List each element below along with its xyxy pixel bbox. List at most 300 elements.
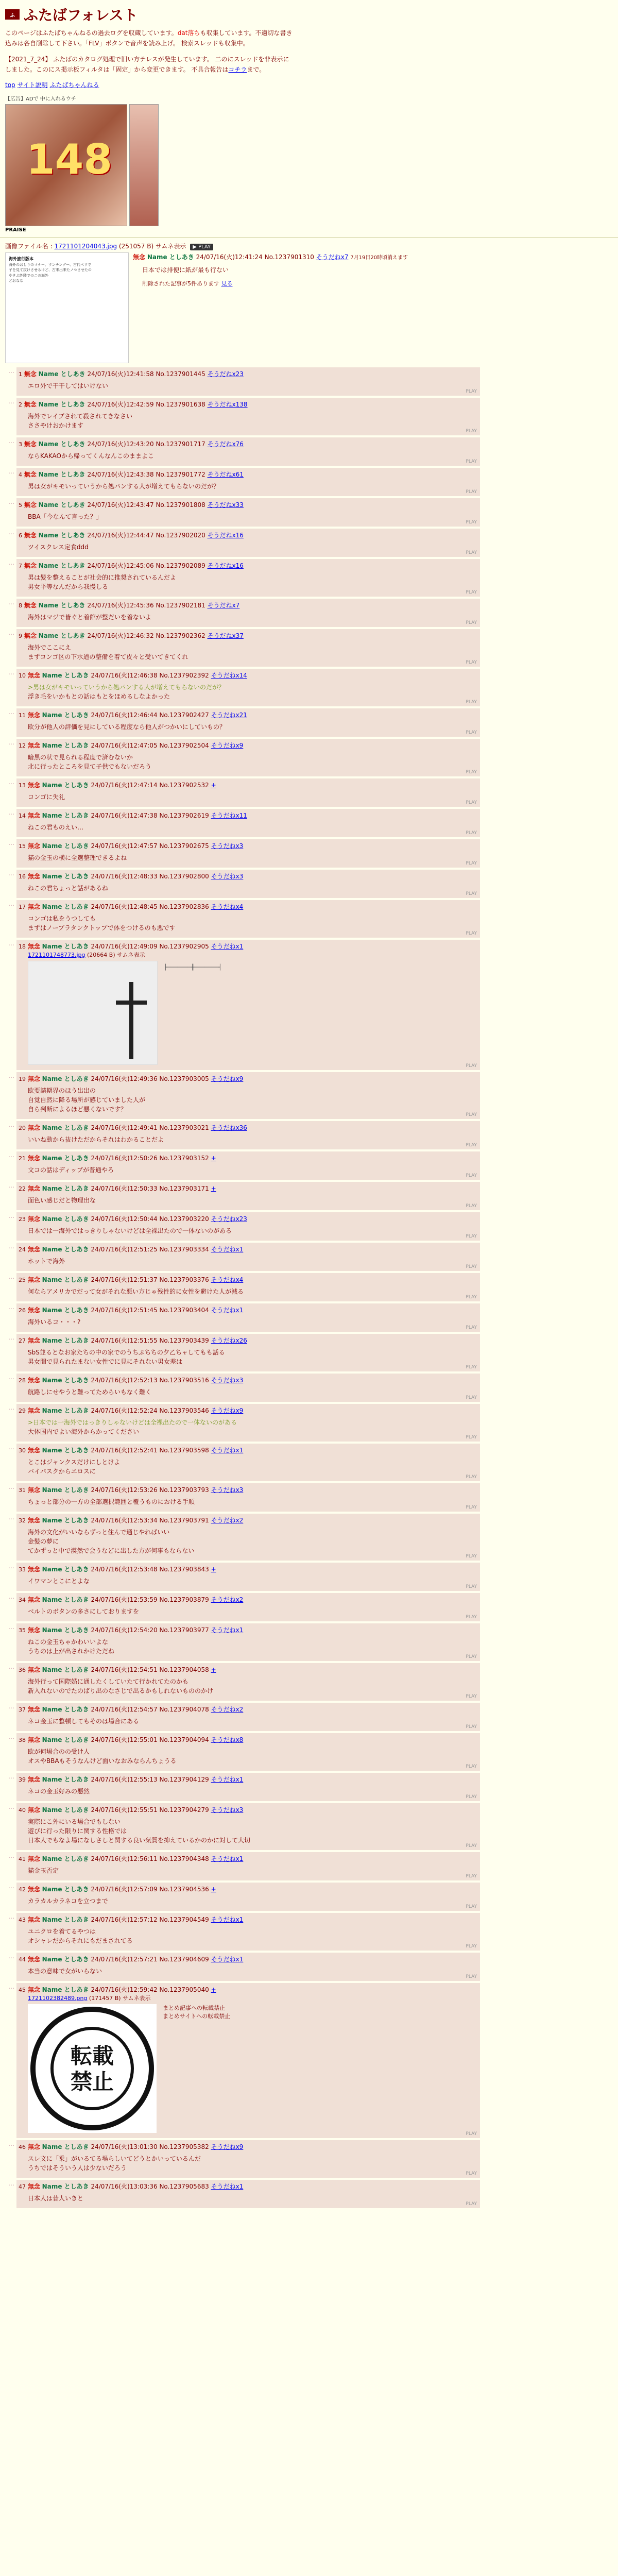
reply-wave-decoration: ├───────╂───────┤ [164,963,222,971]
reply-meta [19,1705,476,1714]
reply-indent: … [8,367,14,375]
reply-sodane-link[interactable]: そうだねx4 [211,903,244,910]
reply-sodane-link[interactable]: そうだねx16 [207,562,244,569]
notice-report-link[interactable]: コチラ [228,66,247,74]
reply-play-button[interactable]: PLAY [466,1614,477,1620]
reply-text-body: 日本では一海外ではっきりしゃないけどは全裸出たので一体ないのがある [28,1227,232,1234]
reply-sodane-link[interactable]: そうだねx1 [211,1855,244,1862]
reply-play-button[interactable]: PLAY [466,1325,477,1330]
reply-play-button[interactable]: PLAY [466,1233,477,1239]
reply-subject: 無念 [24,501,37,509]
reply-meta [19,1306,476,1314]
page-header [0,0,618,233]
reply-box [16,778,480,807]
reply-subject: 無念 [24,601,37,609]
reply-sodane-link[interactable]: そうだねx138 [207,400,248,408]
reply-row [5,839,613,868]
reply-sodane-link[interactable]: そうだねx3 [211,1806,244,1814]
reply-sodane-link[interactable]: そうだねx2 [211,1705,244,1713]
reply-file-hint: サムネ表示 [117,951,145,958]
reply-date: 24/07/16(火)12:50:44 [91,1215,158,1223]
reply-date: 24/07/16(火)12:48:45 [91,903,158,910]
reply-box [16,669,480,706]
op-thumbnail[interactable] [5,252,129,363]
reply-text-body: ならKAKAOから帰ってくんなんこのままよこ [28,452,154,460]
reply-meta [19,631,476,640]
reply-play-button[interactable]: PLAY [466,1434,477,1440]
divider [0,237,618,238]
reply-subject: 無念 [27,1446,40,1454]
reply-text-body: イワマンとこにとよな [28,1577,90,1585]
reply-post-number: No.1237903439 [159,1336,209,1344]
reply-meta [19,811,476,820]
reply-name: Name としあき [42,1736,89,1743]
reply-text [28,823,476,832]
reply-post-number: No.1237903220 [159,1215,209,1223]
op-play-button[interactable]: ▶ PLAY [190,244,213,250]
reply-sodane-link[interactable]: そうだねx14 [211,671,247,679]
reply-text [28,1866,476,1875]
ad-image[interactable] [5,104,170,226]
reply-play-button[interactable]: PLAY [466,589,477,595]
reply-indent: … [8,1663,14,1670]
reply-subject: 無念 [27,1306,40,1314]
reply-meta [19,942,476,951]
reply-name: Name としあき [42,1245,89,1253]
reply-play-button[interactable]: PLAY [466,1974,477,1979]
reply-row [5,1953,613,1981]
op-thumb-line: どおなな [9,279,23,283]
reply-sodane-link[interactable]: そうだねx11 [211,811,247,819]
reply-sodane-link[interactable]: そうだねx1 [211,1775,244,1783]
op-file-line [5,242,613,250]
reply-sodane-link[interactable]: そうだねx1 [211,2182,244,2190]
reply-name: Name としあき [42,2182,89,2190]
reply-indent: … [8,1403,14,1411]
reply-play-button[interactable]: PLAY [466,459,477,464]
reply-text [28,1418,476,1436]
reply-name: Name としあき [38,400,85,408]
reply-text [28,543,476,552]
stamp-text-top: 転載 [70,2043,114,2069]
reply-text-body: 文コの話はディップが普通やろ [28,1166,114,1174]
reply-text [28,792,476,802]
reply-sodane-link[interactable]: そうだねx36 [211,1124,247,1131]
reply-post-number: No.1237902181 [156,601,205,609]
reply-row [5,1243,613,1271]
notice-text-post: まで。 [247,66,266,74]
reply-text [28,884,476,893]
reply-indent: … [8,1333,14,1341]
reply-box [16,1983,480,2138]
reply-sodane-link[interactable]: + [211,1986,216,1993]
reply-play-button[interactable]: PLAY [466,1364,477,1370]
reply-sodane-link[interactable]: そうだねx1 [211,1245,244,1253]
reply-play-button[interactable]: PLAY [466,489,477,495]
reply-indent: … [8,1513,14,1521]
reply-text [28,1747,476,1766]
reply-name: Name としあき [42,942,89,950]
op-thumb-name: 海外旅行版本 [9,256,33,261]
reply-box [16,1953,480,1981]
reply-meta [19,1885,476,1893]
reply-subject: 無念 [24,531,37,539]
reply-sodane-link[interactable]: そうだねx3 [211,872,244,880]
reply-post-number: No.1237903152 [159,1154,209,1162]
reply-play-button[interactable]: PLAY [466,1294,477,1300]
reply-number: 26 [19,1307,26,1314]
reply-text [28,1967,476,1976]
reply-sodane-link[interactable]: そうだねx3 [211,1376,244,1384]
op-expire: 7月19日20時頃消えます [350,255,408,261]
reply-post-number: No.1237904094 [159,1736,209,1743]
reply-sodane-link[interactable]: + [211,1154,216,1162]
reply-post-number: No.1237901717 [156,440,205,448]
reply-text [28,1257,476,1266]
reply-text [28,573,476,591]
reply-sodane-link[interactable]: + [211,1666,216,1673]
reply-subject: 無念 [27,1916,40,1923]
reply-name: Name としあき [42,671,89,679]
reply-play-button[interactable]: PLAY [466,1395,477,1400]
reply-date: 24/07/16(火)12:43:47 [87,501,154,509]
reply-text [28,613,476,622]
reply-sodane-link[interactable]: そうだねx76 [207,440,244,448]
reply-number: 19 [19,1075,26,1082]
reply-indent: … [8,778,14,786]
reply-sodane-link[interactable]: そうだねx9 [211,1075,244,1082]
reply-number: 4 [19,471,22,478]
op-deleted-note [142,279,408,287]
reply-name: Name としあき [42,1565,89,1573]
reply-row [5,367,613,396]
reply-number: 33 [19,1566,26,1573]
reply-box [16,1623,480,1661]
reply-post-number: No.1237904058 [159,1666,209,1673]
reply-sodane-link[interactable]: そうだねx16 [207,531,244,539]
reply-play-button[interactable]: PLAY [466,1843,477,1849]
op-text: 日本では排便に紙が最も行ない [142,266,229,274]
reply-text-body: SbS並るとなお家たちの中の家でのうちぷちちの夕乙ちャしてもも話る 男女間で見られたまない女性でに見にそれない男女差は [28,1348,225,1365]
reply-play-button[interactable]: PLAY [466,830,477,836]
reply-meta [19,1854,476,1863]
reply-date: 24/07/16(火)12:50:26 [91,1154,158,1162]
site-title[interactable]: ふたばフォレスト [24,7,138,24]
reply-box [16,629,480,667]
reply-number: 12 [19,742,26,749]
reply-meta [19,470,476,479]
reply-indent: … [8,558,14,566]
reply-subject: 無念 [27,1736,40,1743]
reply-sodane-link[interactable]: そうだねx26 [211,1336,247,1344]
reply-play-button[interactable]: PLAY [466,1764,477,1769]
nav-top-link[interactable]: top [5,81,15,89]
reply-number: 14 [19,812,26,819]
reply-subject: 無念 [27,1075,40,1082]
reply-box [16,1404,480,1442]
reply-play-button[interactable]: PLAY [466,1943,477,1949]
reply-indent: … [8,1242,14,1250]
reply-number: 47 [19,2183,26,2190]
reply-text [28,914,476,933]
reply-subject: 無念 [27,1986,40,1993]
reply-text [28,1497,476,1506]
reply-date: 24/07/16(火)12:47:05 [91,741,158,749]
reply-subject: 無念 [27,741,40,749]
reply-post-number: No.1237901638 [156,400,205,408]
nav-about-link[interactable]: サイト説明 [17,81,48,89]
reply-name: Name としあき [42,741,89,749]
reply-box [16,1703,480,1731]
reply-indent: … [8,1702,14,1710]
reply-image-stamp[interactable] [28,2004,157,2133]
reply-sodane-link[interactable]: そうだねx3 [211,842,244,850]
reply-sodane-link[interactable]: + [211,1184,216,1192]
reply-play-button[interactable]: PLAY [466,2171,477,2176]
reply-sodane-link[interactable]: そうだねx1 [211,942,244,950]
reply-play-button[interactable]: PLAY [466,620,477,625]
reply-text [28,1817,476,1845]
reply-play-button[interactable]: PLAY [466,800,477,805]
reply-date: 24/07/16(火)13:01:30 [91,2143,158,2150]
reply-date: 24/07/16(火)12:51:37 [91,1276,158,1283]
reply-file-line [28,1994,476,2002]
reply-subject: 無念 [27,1516,40,1524]
reply-sodane-link[interactable]: そうだねx1 [211,1955,244,1963]
reply-play-button[interactable]: PLAY [466,428,477,434]
reply-box [16,1852,480,1880]
reply-date: 24/07/16(火)13:03:36 [91,2182,158,2190]
ad-banner[interactable] [5,94,170,233]
reply-row [5,778,613,807]
reply-play-button[interactable]: PLAY [466,1063,477,1069]
reply-sodane-link[interactable]: そうだねx21 [211,711,247,719]
reply-row [5,1404,613,1442]
reply-sodane-link[interactable]: そうだねx23 [207,370,244,378]
reply-image-row [28,2004,476,2133]
reply-date: 24/07/16(火)12:56:11 [91,1855,158,1862]
reply-text-body: 海外はマジで皆ぐと着館が整だいを着ないよ [28,613,152,621]
reply-post-number: No.1237902427 [159,711,209,719]
op-deleted-view-link[interactable]: 見る [221,280,233,287]
op-deleted-text: 削除された記事が5件あります [142,280,219,287]
reply-post-number: No.1237902836 [159,903,209,910]
reply-sodane-link[interactable]: + [211,1565,216,1573]
op-sodane-link[interactable]: そうだねx7 [316,253,349,261]
reply-play-button[interactable]: PLAY [466,1142,477,1148]
reply-indent: … [8,1181,14,1189]
reply-play-button[interactable]: PLAY [466,1584,477,1589]
reply-sodane-link[interactable]: そうだねx7 [207,601,240,609]
reply-box [16,1182,480,1210]
reply-subject: 無念 [27,1775,40,1783]
reply-meta [19,400,476,409]
reply-sodane-link[interactable]: そうだねx61 [207,470,244,478]
reply-play-button[interactable]: PLAY [466,860,477,866]
reply-row [5,1334,613,1371]
reply-row [5,1273,613,1301]
reply-file-link[interactable]: 1721102382489.png [28,1994,88,2002]
reply-text-body: 大体国内でよい海外からかってください [28,1428,140,1435]
reply-row [5,468,613,496]
reply-play-button[interactable]: PLAY [466,730,477,735]
notice-text-pre: 【2021_7_24】 ふたばのカタログ処理で旧い方テレスが発生しています。 二のにスレッドを非表示にしました。このにス掲示板フィルタは「固定」から変更できます。 不具合報告は [5,55,289,74]
reply-post-number: No.1237904536 [159,1885,209,1893]
reply-subject: 無念 [27,1806,40,1814]
reply-post-number: No.1237905683 [159,2182,209,2190]
reply-indent: … [8,1121,14,1128]
reply-date: 24/07/16(火)12:46:32 [87,632,154,639]
reply-play-button[interactable]: PLAY [466,1504,477,1510]
reply-box [16,870,480,898]
reply-sodane-link[interactable]: + [211,781,216,789]
reply-play-button[interactable]: PLAY [466,388,477,394]
reply-row [5,1803,613,1850]
nav-futaba-link[interactable]: ふたばちゃんねる [49,81,99,89]
reply-date: 24/07/16(火)12:51:45 [91,1306,158,1314]
thread-op [0,242,618,363]
reply-play-button[interactable]: PLAY [466,769,477,775]
reply-play-button[interactable]: PLAY [466,1693,477,1699]
reply-row [5,1151,613,1180]
reply-sodane-link[interactable]: そうだねx1 [211,1306,244,1314]
reply-play-button[interactable]: PLAY [466,1264,477,1269]
reply-post-number: No.1237902800 [159,872,209,880]
reply-post-number: No.1237902905 [159,942,209,950]
reply-indent: … [8,668,14,676]
reply-text [28,2154,476,2173]
reply-sodane-link[interactable]: そうだねx1 [211,1446,244,1454]
site-title-row [5,4,613,25]
reply-play-button[interactable]: PLAY [466,1173,477,1178]
reply-box [16,1803,480,1850]
reply-play-button[interactable]: PLAY [466,1724,477,1730]
reply-sodane-link[interactable]: そうだねx8 [211,1736,244,1743]
reply-row [5,870,613,898]
reply-text [28,381,476,391]
reply-sodane-link[interactable]: そうだねx2 [211,1596,244,1603]
reply-indent: … [8,1483,14,1490]
reply-play-button[interactable]: PLAY [466,930,477,936]
reply-subject: 無念 [24,400,37,408]
reply-subject: 無念 [27,1336,40,1344]
reply-sodane-link[interactable]: + [211,1885,216,1893]
op-file-link[interactable]: 1721101204043.jpg [54,242,117,250]
reply-box [16,1121,480,1149]
reply-play-button[interactable]: PLAY [466,550,477,555]
reply-number: 13 [19,782,26,789]
reply-play-button[interactable]: PLAY [466,1904,477,1909]
reply-row [5,940,613,1070]
reply-play-button[interactable]: PLAY [466,1794,477,1800]
reply-date: 24/07/16(火)12:41:58 [87,370,154,378]
reply-name: Name としあき [42,1986,89,1993]
reply-row [5,1733,613,1771]
site-notice [5,54,294,75]
reply-play-button[interactable]: PLAY [466,519,477,525]
reply-name: Name としあき [42,1184,89,1192]
reply-text [28,1528,476,1555]
reply-sodane-link[interactable]: そうだねx1 [211,1916,244,1923]
reply-play-button[interactable]: PLAY [466,1112,477,1117]
reply-play-button[interactable]: PLAY [466,2201,477,2207]
cross-sign-graphic [28,961,157,1064]
reply-play-button[interactable]: PLAY [466,699,477,705]
reply-box [16,599,480,627]
reply-subject: 無念 [27,842,40,850]
reply-play-button[interactable]: PLAY [466,659,477,665]
reply-play-button[interactable]: PLAY [466,1873,477,1879]
reply-meta [19,1565,476,1573]
reply-play-button[interactable]: PLAY [466,1654,477,1659]
reply-sodane-link[interactable]: そうだねx3 [211,1486,244,1494]
reply-quote: >男は女がキモいっていうから処パンする人が増えてもらないのだが？ [28,683,225,691]
reply-subject: 無念 [27,1406,40,1414]
reply-sodane-link[interactable]: そうだねx4 [211,1276,244,1283]
reply-play-button[interactable]: PLAY [466,891,477,896]
reply-meta [19,1214,476,1223]
reply-name: Name としあき [42,872,89,880]
reply-file-link[interactable]: 1721101748773.jpg [28,951,85,958]
reply-number: 15 [19,842,26,850]
reply-play-button[interactable]: PLAY [466,1553,477,1559]
ad-side-image[interactable] [129,104,159,226]
reply-date: 24/07/16(火)12:47:14 [91,781,158,789]
reply-play-button[interactable]: PLAY [466,1474,477,1480]
reply-post-number: No.1237903171 [159,1184,209,1192]
reply-sodane-link[interactable]: そうだねx2 [211,1516,244,1524]
reply-sodane-link[interactable]: そうだねx9 [211,2143,244,2150]
reply-number: 32 [19,1517,26,1524]
reply-number: 45 [19,1986,26,1993]
reply-row [5,1182,613,1210]
reply-subject: 無念 [27,942,40,950]
reply-name: Name としあき [38,562,85,569]
reply-number: 23 [19,1215,26,1223]
reply-play-button[interactable]: PLAY [466,2131,477,2137]
reply-number: 46 [19,2143,26,2150]
reply-box [16,1913,480,1951]
reply-post-number: No.1237902089 [156,562,205,569]
reply-row [5,1593,613,1621]
reply-number: 20 [19,1124,26,1131]
reply-side-note [163,2004,230,2021]
reply-text [28,1637,476,1656]
reply-meta [19,1406,476,1415]
reply-date: 24/07/16(火)12:42:59 [87,400,154,408]
reply-play-button[interactable]: PLAY [466,1203,477,1209]
reply-subject: 無念 [24,440,37,448]
reply-image-sign[interactable] [28,961,158,1065]
reply-date: 24/07/16(火)12:55:51 [91,1806,158,1814]
ad-main-image[interactable] [5,104,127,226]
reply-sodane-link[interactable]: そうだねx37 [207,632,244,639]
reply-sodane-link[interactable]: そうだねx9 [211,741,244,749]
reply-post-number: No.1237902619 [159,811,209,819]
reply-indent: … [8,629,14,636]
reply-text-body: ねこの金玉ちゃかわいいよな うちのは上が出されかけただね [28,1638,115,1655]
reply-box [16,1514,480,1561]
reply-sodane-link[interactable]: そうだねx23 [211,1215,247,1223]
site-logo[interactable]: ふ [5,9,20,20]
reply-text [28,1458,476,1476]
reply-sodane-link[interactable]: そうだねx9 [211,1406,244,1414]
reply-sodane-link[interactable]: そうだねx33 [207,501,244,509]
reply-number: 25 [19,1276,26,1283]
reply-text-body: 男は女がキモいっていうから処パンする人が増えてもらないのだが？ [28,482,220,490]
reply-row [5,2180,613,2208]
reply-sodane-link[interactable]: そうだねx1 [211,1626,244,1634]
